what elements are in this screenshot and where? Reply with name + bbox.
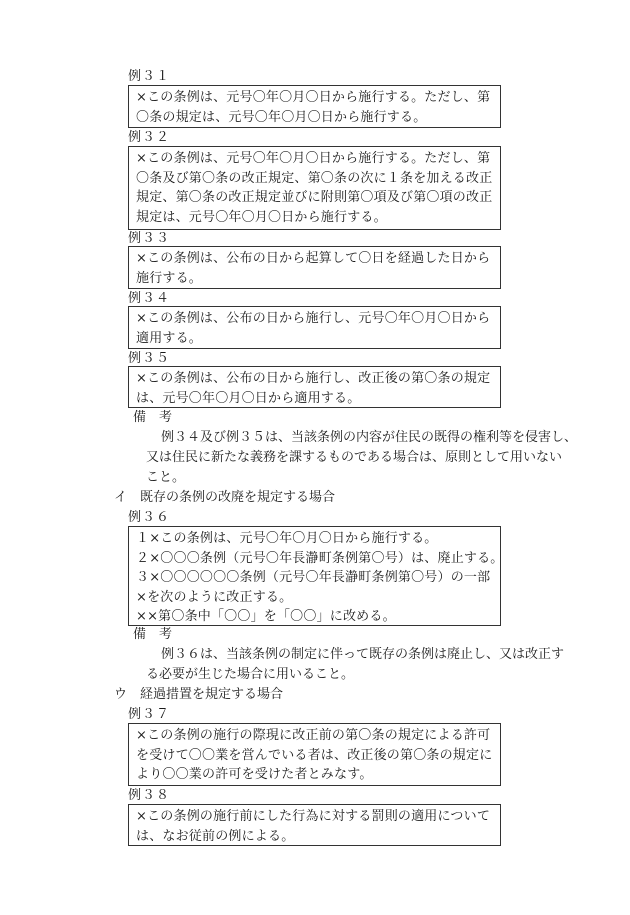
example-34-line-1: ×この条例は、公布の日から施行し、元号〇年〇月〇日から xyxy=(136,311,491,326)
example-32-box xyxy=(128,146,501,230)
note-2-title: 備 考 xyxy=(133,627,173,642)
note-2-line-2: る必要が生じた場合に用いること。 xyxy=(146,667,355,682)
example-33-line-1: ×この条例は、公布の日から起算して〇日を経過した日から xyxy=(136,251,491,266)
example-31-line-2: 〇条の規定は、元号〇年〇月〇日から施行する。 xyxy=(136,109,427,125)
example-34-line-2: 適用する。 xyxy=(136,330,203,346)
example-37-label: 例３７ xyxy=(128,707,171,722)
note-2-line-1: 例３６は、当該条例の制定に伴って既存の条例は廃止し、又は改正す xyxy=(161,647,565,662)
example-36-label: 例３６ xyxy=(128,510,171,525)
example-31-line-1: ×この条例は、元号〇年〇月〇日から施行する。ただし、第 xyxy=(136,90,491,105)
example-34-box xyxy=(128,306,501,349)
note-1-line-3: こと。 xyxy=(146,470,186,485)
example-37-line-1: ×この条例の施行の際現に改正前の第〇条の規定による許可 xyxy=(136,728,491,743)
example-36-line-3: ３×〇〇〇〇〇〇条例（元号〇年長瀞町条例第〇号）の一部 xyxy=(136,570,491,585)
example-38-box xyxy=(128,804,501,846)
example-35-line-1: ×この条例は、公布の日から施行し、改正後の第〇条の規定 xyxy=(136,371,491,386)
example-31-label: 例３１ xyxy=(128,69,171,84)
example-36-line-5: ××第〇条中「〇〇」を「〇〇」に改める。 xyxy=(136,609,396,624)
example-35-label: 例３５ xyxy=(128,351,171,366)
example-32-line-4: 規定は、元号〇年〇月〇日から施行する。 xyxy=(136,209,387,225)
example-35-box xyxy=(128,366,501,408)
section-heading-u: ウ 経過措置を規定する場合 xyxy=(114,687,284,702)
example-33-label: 例３３ xyxy=(128,231,171,246)
example-37-line-3: より〇〇業の許可を受けた者とみなす。 xyxy=(136,767,373,782)
example-36-line-4: ×を次のように改正する。 xyxy=(136,589,293,605)
example-37-line-2: を受けて〇〇業を営んでいる者は、改正後の第〇条の規定に xyxy=(136,747,493,763)
example-32-label: 例３２ xyxy=(128,130,171,145)
example-36-box xyxy=(128,526,504,626)
example-32-line-1: ×この条例は、元号〇年〇月〇日から施行する。ただし、第 xyxy=(136,151,491,166)
example-33-line-2: 施行する。 xyxy=(136,270,203,286)
section-heading-i: イ 既存の条例の改廃を規定する場合 xyxy=(114,490,336,505)
example-31-box xyxy=(128,85,501,128)
example-38-label: 例３８ xyxy=(128,788,171,803)
example-38-line-2: は、なお従前の例による。 xyxy=(136,828,295,844)
example-38-line-1: ×この条例の施行前にした行為に対する罰則の適用について xyxy=(136,809,491,824)
example-33-box xyxy=(128,246,501,289)
example-32-line-2: 〇条及び第〇条の改正規定、第〇条の次に１条を加える改正 xyxy=(136,170,493,186)
example-34-label: 例３４ xyxy=(128,291,171,306)
example-36-line-2: ２×〇〇〇条例（元号〇年長瀞町条例第〇号）は、廃止する。 xyxy=(136,550,504,566)
example-35-line-2: は、元号〇年〇月〇日から適用する。 xyxy=(136,390,361,406)
example-36-line-1: １×この条例は、元号〇年〇月〇日から施行する。 xyxy=(136,531,438,546)
note-1-line-2: 又は住民に新たな義務を課するものである場合は、原則として用いない xyxy=(146,450,563,465)
example-32-line-3: 規定、第〇条の改正規定並びに附則第〇項及び第〇項の改正 xyxy=(136,190,493,205)
note-1-title: 備 考 xyxy=(133,410,173,425)
note-1-line-1: 例３４及び例３５は、当該条例の内容が住民の既得の権利等を侵害し、 xyxy=(161,430,578,445)
example-37-box xyxy=(128,723,501,786)
